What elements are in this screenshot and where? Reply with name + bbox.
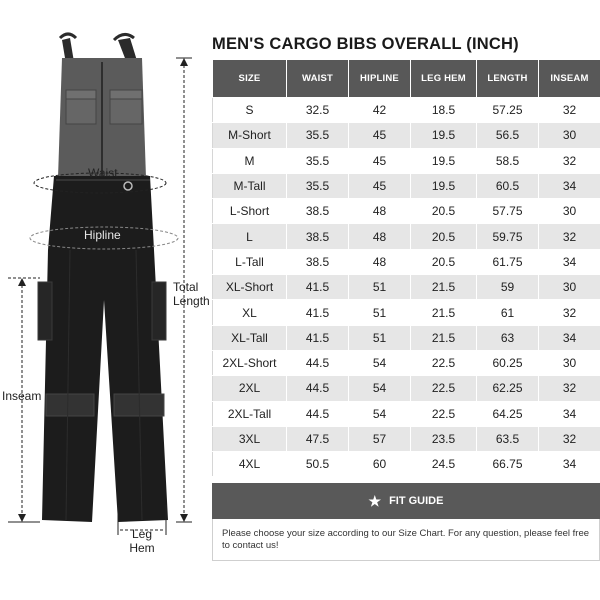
table-cell-length: 58.5	[477, 148, 539, 173]
table-cell-leg-hem: 22.5	[411, 376, 477, 401]
table-row	[213, 199, 600, 224]
table-row	[213, 148, 600, 173]
table-cell-inseam: 32	[539, 98, 600, 123]
table-cell-leg-hem: 20.5	[411, 199, 477, 224]
table-cell-length: 57.75	[477, 199, 539, 224]
table-cell-inseam: 32	[539, 376, 600, 401]
table-cell-waist: 38.5	[287, 199, 349, 224]
table-cell-length: 62.25	[477, 376, 539, 401]
table-cell-inseam: 30	[539, 275, 600, 300]
table-cell-size: M	[213, 148, 287, 173]
table-row	[213, 426, 600, 451]
table-cell-inseam: 34	[539, 401, 600, 426]
left-knee-patch	[46, 394, 94, 416]
table-cell-waist: 35.5	[287, 123, 349, 148]
table-cell-length: 59.75	[477, 224, 539, 249]
table-cell-leg-hem: 19.5	[411, 148, 477, 173]
table-cell-waist: 41.5	[287, 325, 349, 350]
table-cell-waist: 47.5	[287, 426, 349, 451]
table-row	[213, 325, 600, 350]
table-cell-inseam: 34	[539, 325, 600, 350]
table-cell-leg-hem: 19.5	[411, 173, 477, 198]
table-cell-hipline: 60	[349, 452, 411, 477]
table-row	[213, 376, 600, 401]
column-header-waist: WAIST	[287, 60, 349, 98]
table-cell-waist: 35.5	[287, 148, 349, 173]
table-cell-hipline: 51	[349, 275, 411, 300]
table-cell-waist: 38.5	[287, 224, 349, 249]
table-cell-size: L-Short	[213, 199, 287, 224]
table-header-row	[213, 60, 600, 98]
table-cell-size: L	[213, 224, 287, 249]
table-cell-length: 57.25	[477, 98, 539, 123]
table-cell-waist: 50.5	[287, 452, 349, 477]
table-cell-length: 63	[477, 325, 539, 350]
table-cell-size: M-Tall	[213, 173, 287, 198]
column-header-size: SIZE	[213, 60, 287, 98]
table-cell-inseam: 34	[539, 249, 600, 274]
table-row	[213, 401, 600, 426]
table-cell-size: M-Short	[213, 123, 287, 148]
table-cell-leg-hem: 24.5	[411, 452, 477, 477]
table-cell-waist: 41.5	[287, 275, 349, 300]
table-cell-hipline: 45	[349, 173, 411, 198]
table-cell-hipline: 57	[349, 426, 411, 451]
table-cell-size: XL-Short	[213, 275, 287, 300]
table-cell-inseam: 32	[539, 426, 600, 451]
table-cell-inseam: 30	[539, 123, 600, 148]
table-row	[213, 300, 600, 325]
table-row	[213, 123, 600, 148]
table-cell-inseam: 30	[539, 199, 600, 224]
table-cell-hipline: 48	[349, 224, 411, 249]
table-cell-length: 56.5	[477, 123, 539, 148]
table-cell-leg-hem: 21.5	[411, 300, 477, 325]
table-cell-hipline: 42	[349, 98, 411, 123]
leg-hem-label: Leg Hem	[129, 527, 155, 555]
table-cell-inseam: 32	[539, 224, 600, 249]
table-cell-hipline: 51	[349, 325, 411, 350]
table-row	[213, 98, 600, 123]
table-row	[213, 249, 600, 274]
table-cell-length: 61	[477, 300, 539, 325]
fit-guide-bar	[212, 483, 600, 519]
table-cell-size: 2XL	[213, 376, 287, 401]
table-cell-waist: 32.5	[287, 98, 349, 123]
table-cell-size: XL	[213, 300, 287, 325]
table-cell-leg-hem: 22.5	[411, 401, 477, 426]
table-cell-waist: 44.5	[287, 401, 349, 426]
table-cell-leg-hem: 18.5	[411, 98, 477, 123]
table-cell-hipline: 54	[349, 401, 411, 426]
hipline-label: Hipline	[84, 228, 121, 242]
table-cell-inseam: 30	[539, 350, 600, 375]
column-header-inseam: INSEAM	[539, 60, 600, 98]
table-cell-hipline: 48	[349, 249, 411, 274]
table-cell-length: 64.25	[477, 401, 539, 426]
table-cell-leg-hem: 21.5	[411, 325, 477, 350]
table-cell-hipline: 54	[349, 350, 411, 375]
table-cell-hipline: 54	[349, 376, 411, 401]
table-cell-size: 3XL	[213, 426, 287, 451]
chart-title: MEN'S CARGO BIBS OVERALL (INCH)	[212, 35, 519, 53]
table-cell-leg-hem: 19.5	[411, 123, 477, 148]
table-cell-waist: 44.5	[287, 376, 349, 401]
table-cell-inseam: 32	[539, 300, 600, 325]
table-cell-length: 63.5	[477, 426, 539, 451]
table-cell-waist: 44.5	[287, 350, 349, 375]
table-cell-size: S	[213, 98, 287, 123]
table-body	[213, 98, 600, 477]
table-row	[213, 452, 600, 477]
table-cell-leg-hem: 20.5	[411, 224, 477, 249]
table-cell-waist: 41.5	[287, 300, 349, 325]
star-icon: ★	[368, 492, 382, 509]
table-row	[213, 275, 600, 300]
table-cell-inseam: 34	[539, 173, 600, 198]
table-row	[213, 173, 600, 198]
table-cell-hipline: 45	[349, 123, 411, 148]
table-cell-hipline: 51	[349, 300, 411, 325]
table-cell-waist: 35.5	[287, 173, 349, 198]
table-cell-hipline: 45	[349, 148, 411, 173]
inseam-label: Inseam	[2, 389, 42, 403]
column-header-hipline: HIPLINE	[349, 60, 411, 98]
table-cell-waist: 38.5	[287, 249, 349, 274]
table-cell-size: 2XL-Tall	[213, 401, 287, 426]
table-cell-length: 60.25	[477, 350, 539, 375]
table-cell-inseam: 32	[539, 148, 600, 173]
column-header-length: LENGTH	[477, 60, 539, 98]
table-cell-size: 2XL-Short	[213, 350, 287, 375]
table-cell-length: 66.75	[477, 452, 539, 477]
table-cell-size: L-Tall	[213, 249, 287, 274]
waist-label: Waist	[88, 166, 118, 180]
total-length-label: Total Length	[173, 280, 210, 308]
table-cell-leg-hem: 22.5	[411, 350, 477, 375]
table-cell-length: 60.5	[477, 173, 539, 198]
table-cell-size: XL-Tall	[213, 325, 287, 350]
table-cell-inseam: 34	[539, 452, 600, 477]
table-row	[213, 224, 600, 249]
right-cargo-pocket	[152, 282, 166, 340]
table-cell-size: 4XL	[213, 452, 287, 477]
column-header-leg-hem: LEG HEM	[411, 60, 477, 98]
bib-overall-figure	[0, 0, 210, 600]
table-cell-length: 61.75	[477, 249, 539, 274]
size-note: Please choose your size according to our Size Chart. For any question, please feel free to contact us!	[212, 519, 600, 561]
size-chart-table	[212, 59, 600, 477]
fit-guide-label: FIT GUIDE	[389, 495, 444, 507]
table-cell-length: 59	[477, 275, 539, 300]
table-cell-leg-hem: 23.5	[411, 426, 477, 451]
table-cell-leg-hem: 21.5	[411, 275, 477, 300]
left-cargo-pocket	[38, 282, 52, 340]
table-cell-leg-hem: 20.5	[411, 249, 477, 274]
table-cell-hipline: 48	[349, 199, 411, 224]
table-row	[213, 350, 600, 375]
